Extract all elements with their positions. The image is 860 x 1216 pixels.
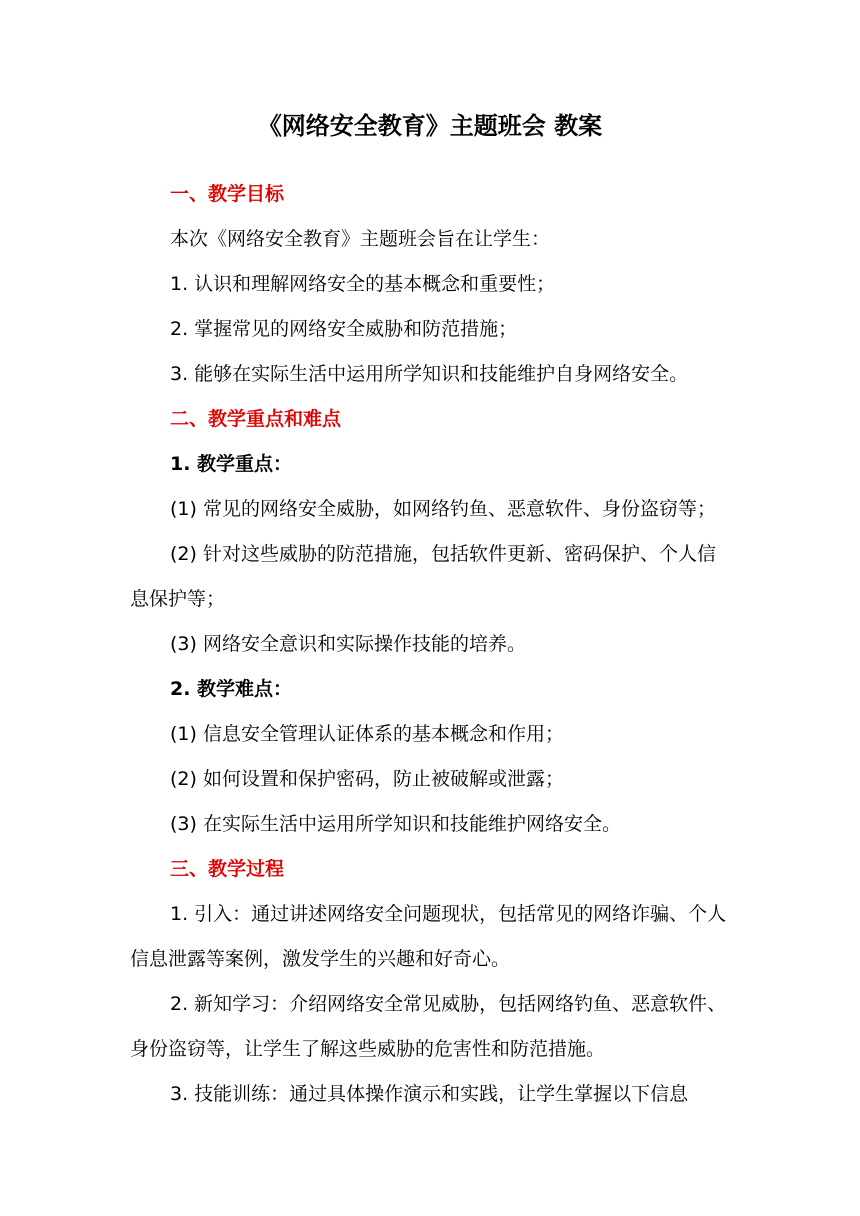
paragraph: 3. 技能训练：通过具体操作演示和实践，让学生掌握以下信息	[170, 1083, 689, 1105]
subheading-key-points: 1. 教学重点：	[170, 453, 293, 475]
paragraph: (3) 网络安全意识和实际操作技能的培养。	[170, 633, 526, 655]
paragraph: (1) 信息安全管理认证体系的基本概念和作用；	[170, 723, 564, 745]
paragraph: 1. 认识和理解网络安全的基本概念和重要性；	[170, 273, 556, 295]
document-body	[130, 172, 734, 1117]
paragraph: 2. 掌握常见的网络安全威胁和防范措施；	[170, 318, 518, 340]
paragraph: (2) 针对这些威胁的防范措施，包括软件更新、密码保护、个人信息保护等；	[130, 543, 716, 610]
paragraph: (2) 如何设置和保护密码，防止被破解或泄露；	[170, 768, 564, 790]
paragraph: 本次《网络安全教育》主题班会旨在让学生：	[170, 228, 551, 250]
paragraph: 2. 新知学习：介绍网络安全常见威胁，包括网络钓鱼、恶意软件、身份盗窃等，让学生了解这些威胁的危害性和防范措施。	[130, 993, 727, 1060]
section-heading-objectives: 一、教学目标	[170, 183, 285, 205]
section-heading-process: 三、教学过程	[170, 858, 285, 880]
paragraph: (1) 常见的网络安全威胁，如网络钓鱼、恶意软件、身份盗窃等；	[170, 498, 716, 520]
document-title: 《网络安全教育》主题班会 教案	[257, 112, 603, 140]
paragraph: (3) 在实际生活中运用所学知识和技能维护网络安全。	[170, 813, 621, 835]
section-heading-key-points: 二、教学重点和难点	[170, 408, 342, 430]
paragraph: 3. 能够在实际生活中运用所学知识和技能维护自身网络安全。	[170, 363, 689, 385]
subheading-difficulties: 2. 教学难点：	[170, 678, 293, 700]
paragraph: 1. 引入：通过讲述网络安全问题现状，包括常见的网络诈骗、个人信息泄露等案例，激发学生的兴趣和好奇心。	[130, 903, 727, 970]
